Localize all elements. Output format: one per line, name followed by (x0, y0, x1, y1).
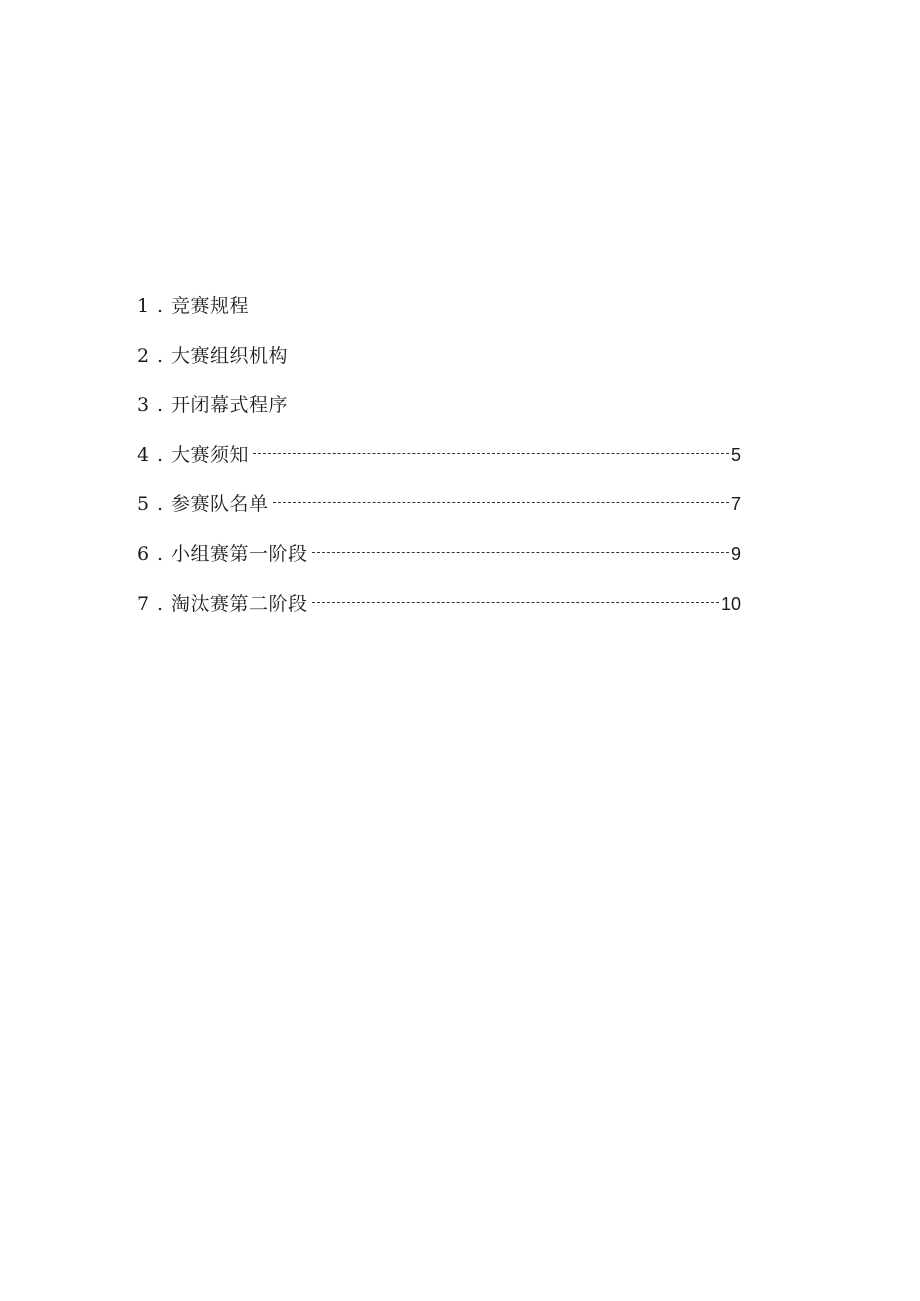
toc-leader-dashes (273, 502, 729, 503)
toc-leader-dashes (312, 602, 719, 603)
toc-entry-title: 大赛须知 (171, 443, 250, 466)
toc-entry-page: 7 (730, 494, 741, 515)
table-of-contents (137, 292, 741, 639)
toc-entry-page: 9 (730, 543, 741, 564)
toc-entry-separator: . (157, 592, 164, 615)
toc-entry-separator: . (157, 295, 164, 317)
toc-entry-number: 7 (137, 592, 150, 615)
toc-entry-5 (137, 490, 741, 540)
toc-entry-number: 4 (137, 443, 150, 466)
toc-entry-number: 5 (137, 493, 150, 516)
toc-entry-number: 2 (137, 344, 150, 367)
toc-entry-1 (137, 292, 741, 342)
toc-entry-title: 小组赛第一阶段 (171, 542, 308, 565)
toc-entry-title: 开闭幕式程序 (171, 394, 289, 417)
toc-entry-title: 淘汰赛第二阶段 (171, 592, 308, 615)
toc-entry-separator: . (157, 344, 164, 367)
toc-entry-separator: . (157, 394, 164, 417)
toc-entry-2 (137, 342, 741, 392)
toc-entry-separator: . (157, 542, 164, 565)
toc-entry-number: 1 (137, 295, 150, 317)
toc-entry-separator: . (157, 493, 164, 516)
toc-entry-6 (137, 540, 741, 590)
toc-leader-dashes (253, 453, 729, 454)
toc-entry-number: 3 (137, 394, 150, 417)
toc-leader-dashes (312, 552, 729, 553)
toc-entry-4 (137, 441, 741, 491)
toc-entry-title: 竞赛规程 (171, 295, 250, 317)
toc-entry-separator: . (157, 443, 164, 466)
toc-entry-title: 大赛组织机构 (171, 344, 289, 367)
toc-entry-page: 10 (720, 593, 741, 614)
toc-entry-7 (137, 590, 741, 640)
toc-entry-page: 5 (730, 444, 741, 465)
toc-entry-title: 参赛队名单 (171, 493, 269, 516)
toc-entry-3 (137, 391, 741, 441)
toc-entry-number: 6 (137, 542, 150, 565)
